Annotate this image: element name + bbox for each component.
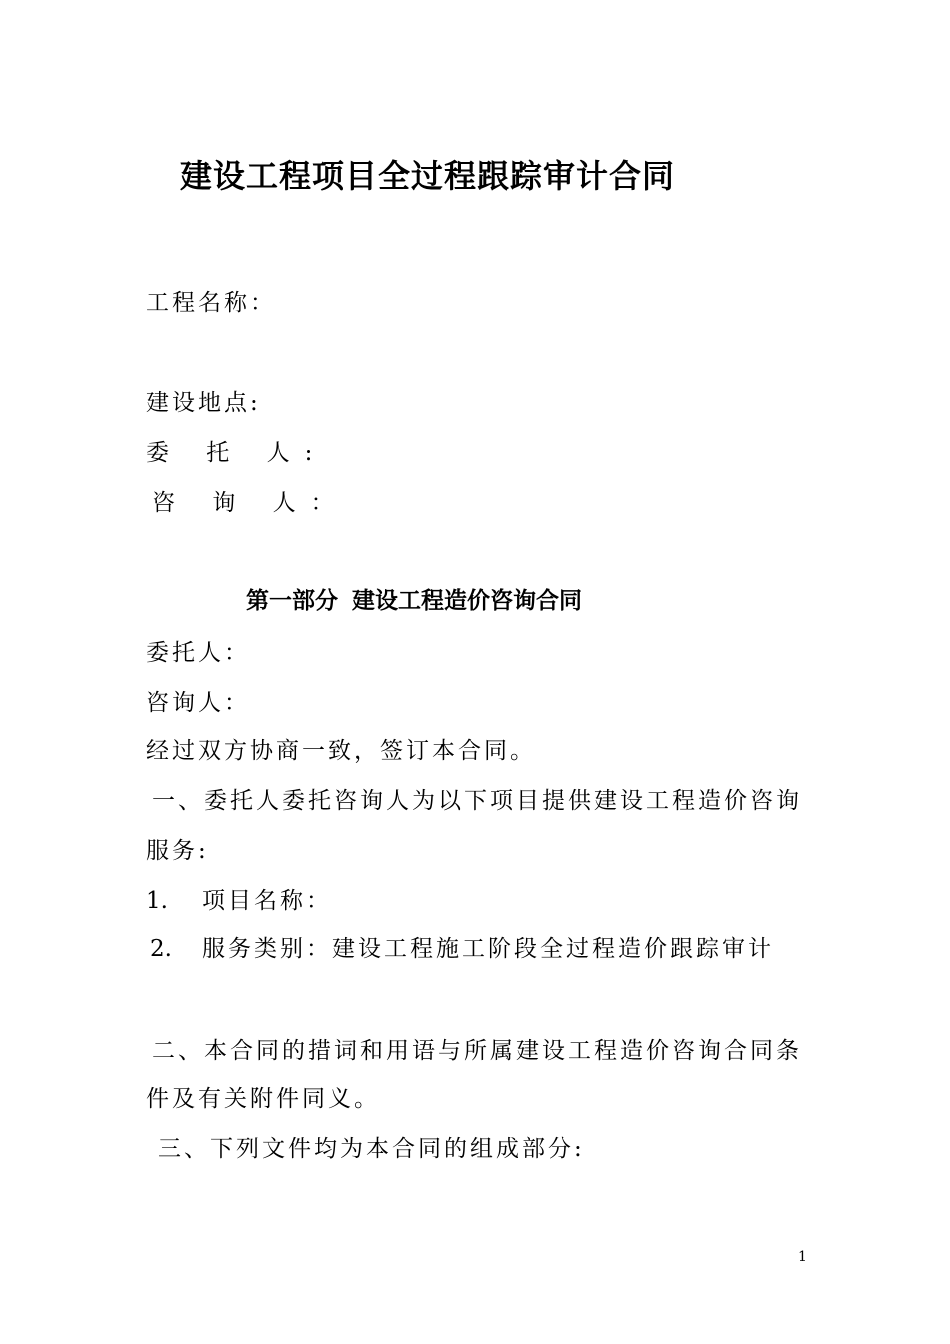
list-item bbox=[150, 934, 774, 964]
list-item-text: 服务类别：建设工程施工阶段全过程造价跟踪审计 bbox=[202, 936, 774, 962]
section-heading-part: 第一部分 bbox=[246, 588, 338, 614]
intro-paragraph: 经过双方协商一致，签订本合同。 bbox=[146, 738, 536, 764]
clause1-line2: 服务: bbox=[146, 838, 209, 864]
consultant-field: 咨 询 人： bbox=[152, 490, 349, 516]
list-item-text: 项目名称： bbox=[202, 888, 332, 914]
section-heading bbox=[246, 586, 582, 616]
part1-consultant: 咨询人： bbox=[146, 690, 250, 716]
clause1-line1: 一、委托人委托咨询人为以下项目提供建设工程造价咨询 bbox=[152, 788, 802, 814]
page-number: 1 bbox=[798, 1249, 807, 1265]
section-heading-title: 建设工程造价咨询合同 bbox=[352, 588, 582, 614]
clause2-line2: 件及有关附件同义。 bbox=[146, 1086, 380, 1112]
clause3: 三、下列文件均为本合同的组成部分: bbox=[158, 1136, 585, 1162]
location-field: 建设地点: bbox=[146, 390, 261, 416]
list-item-number: 1. bbox=[146, 888, 168, 914]
document-title: 建设工程项目全过程跟踪审计合同 bbox=[180, 157, 676, 195]
clause2-line1: 二、本合同的措词和用语与所属建设工程造价咨询合同条 bbox=[152, 1038, 802, 1064]
list-item-number: 2. bbox=[150, 936, 172, 962]
project-name-field: 工程名称： bbox=[146, 290, 276, 316]
part1-client: 委托人： bbox=[146, 640, 250, 666]
list-item bbox=[146, 886, 332, 916]
client-field: 委 托 人: bbox=[146, 440, 328, 466]
